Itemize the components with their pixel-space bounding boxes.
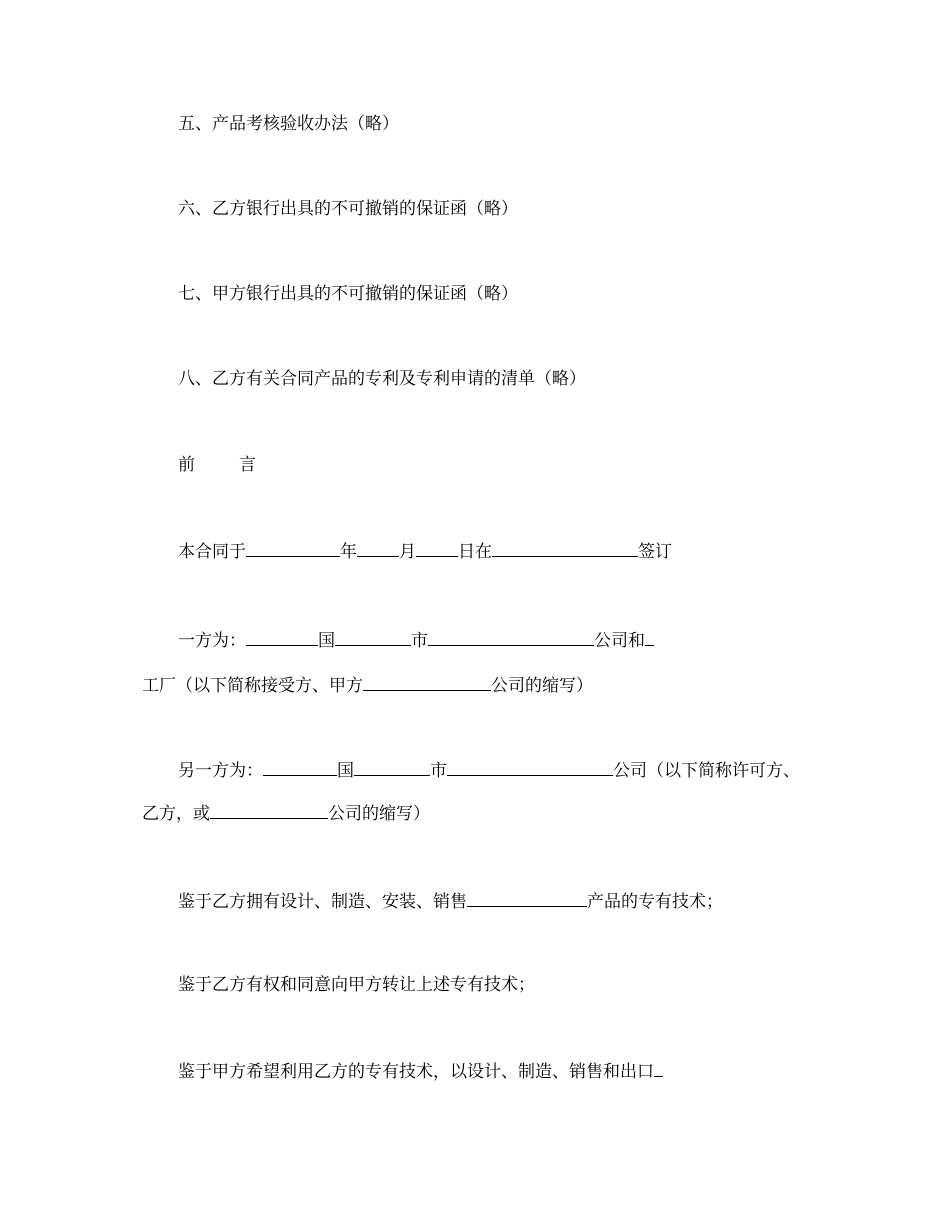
party-a-company-and: 公司和 <box>594 631 645 651</box>
appendix-item-6 <box>178 197 518 221</box>
party-b-country-label: 国 <box>337 761 354 781</box>
signing-day-label: 日在 <box>458 542 492 562</box>
product-blank <box>467 888 587 907</box>
party-b-line-1 <box>178 757 800 783</box>
signing-suffix: 签订 <box>638 542 672 562</box>
preface-heading-char-2: 言 <box>239 455 256 475</box>
whereas-1-suffix: 产品的专有技术； <box>587 892 723 912</box>
party-b-country-blank <box>263 757 337 776</box>
party-a-line2-prefix: 工厂（以下简称接受方、甲方 <box>142 676 363 696</box>
party-b-line-2 <box>142 800 430 826</box>
party-b-city-label: 市 <box>430 761 447 781</box>
signing-prefix: 本合同于 <box>178 542 246 562</box>
party-a-country-label: 国 <box>318 631 335 651</box>
party-a-city-blank <box>335 627 411 646</box>
whereas-3-text: 鉴于甲方希望利用乙方的专有技术，以设计、制造、销售和出口 <box>178 1062 654 1082</box>
whereas-clause-3 <box>178 1058 663 1084</box>
preface-heading-char-1: 前 <box>178 455 195 475</box>
party-a-line-2 <box>142 672 593 698</box>
party-a-country-blank <box>246 627 318 646</box>
signing-clause <box>178 538 672 564</box>
day-blank <box>416 538 458 557</box>
whereas-3-trailing-blank <box>654 1058 663 1077</box>
party-a-abbrev-blank <box>363 672 491 691</box>
whereas-clause-2 <box>178 973 535 997</box>
whereas-clause-1 <box>178 888 723 914</box>
party-a-line-1 <box>178 627 654 653</box>
preface-heading <box>178 453 256 477</box>
party-b-line2-suffix: 公司的缩写） <box>328 804 430 824</box>
party-a-trailing-blank <box>645 627 654 646</box>
appendix-item-7-text: 七、甲方银行出具的不可撤销的保证函（略） <box>178 284 518 304</box>
party-b-abbrev-blank <box>210 800 328 819</box>
party-b-company-blank <box>447 757 613 776</box>
month-blank <box>357 538 399 557</box>
party-a-company-blank <box>428 627 594 646</box>
appendix-item-6-text: 六、乙方银行出具的不可撤销的保证函（略） <box>178 199 518 219</box>
appendix-item-5-text: 五、产品考核验收办法（略） <box>178 114 399 134</box>
appendix-item-7 <box>178 282 518 306</box>
party-b-line2-prefix: 乙方，或 <box>142 804 210 824</box>
party-b-prefix: 另一方为： <box>178 761 263 781</box>
year-blank <box>246 538 340 557</box>
signing-month-label: 月 <box>399 542 416 562</box>
party-a-prefix: 一方为： <box>178 631 246 651</box>
place-blank <box>492 538 638 557</box>
party-a-city-label: 市 <box>411 631 428 651</box>
appendix-item-5 <box>178 112 399 136</box>
party-b-city-blank <box>354 757 430 776</box>
whereas-1-prefix: 鉴于乙方拥有设计、制造、安装、销售 <box>178 892 467 912</box>
party-b-company-suffix: 公司（以下简称许可方、 <box>613 761 800 781</box>
appendix-item-8 <box>178 367 586 391</box>
appendix-item-8-text: 八、乙方有关合同产品的专利及专利申请的清单（略） <box>178 369 586 389</box>
whereas-2-text: 鉴于乙方有权和同意向甲方转让上述专有技术； <box>178 975 535 995</box>
signing-year-label: 年 <box>340 542 357 562</box>
party-a-line2-suffix: 公司的缩写） <box>491 676 593 696</box>
